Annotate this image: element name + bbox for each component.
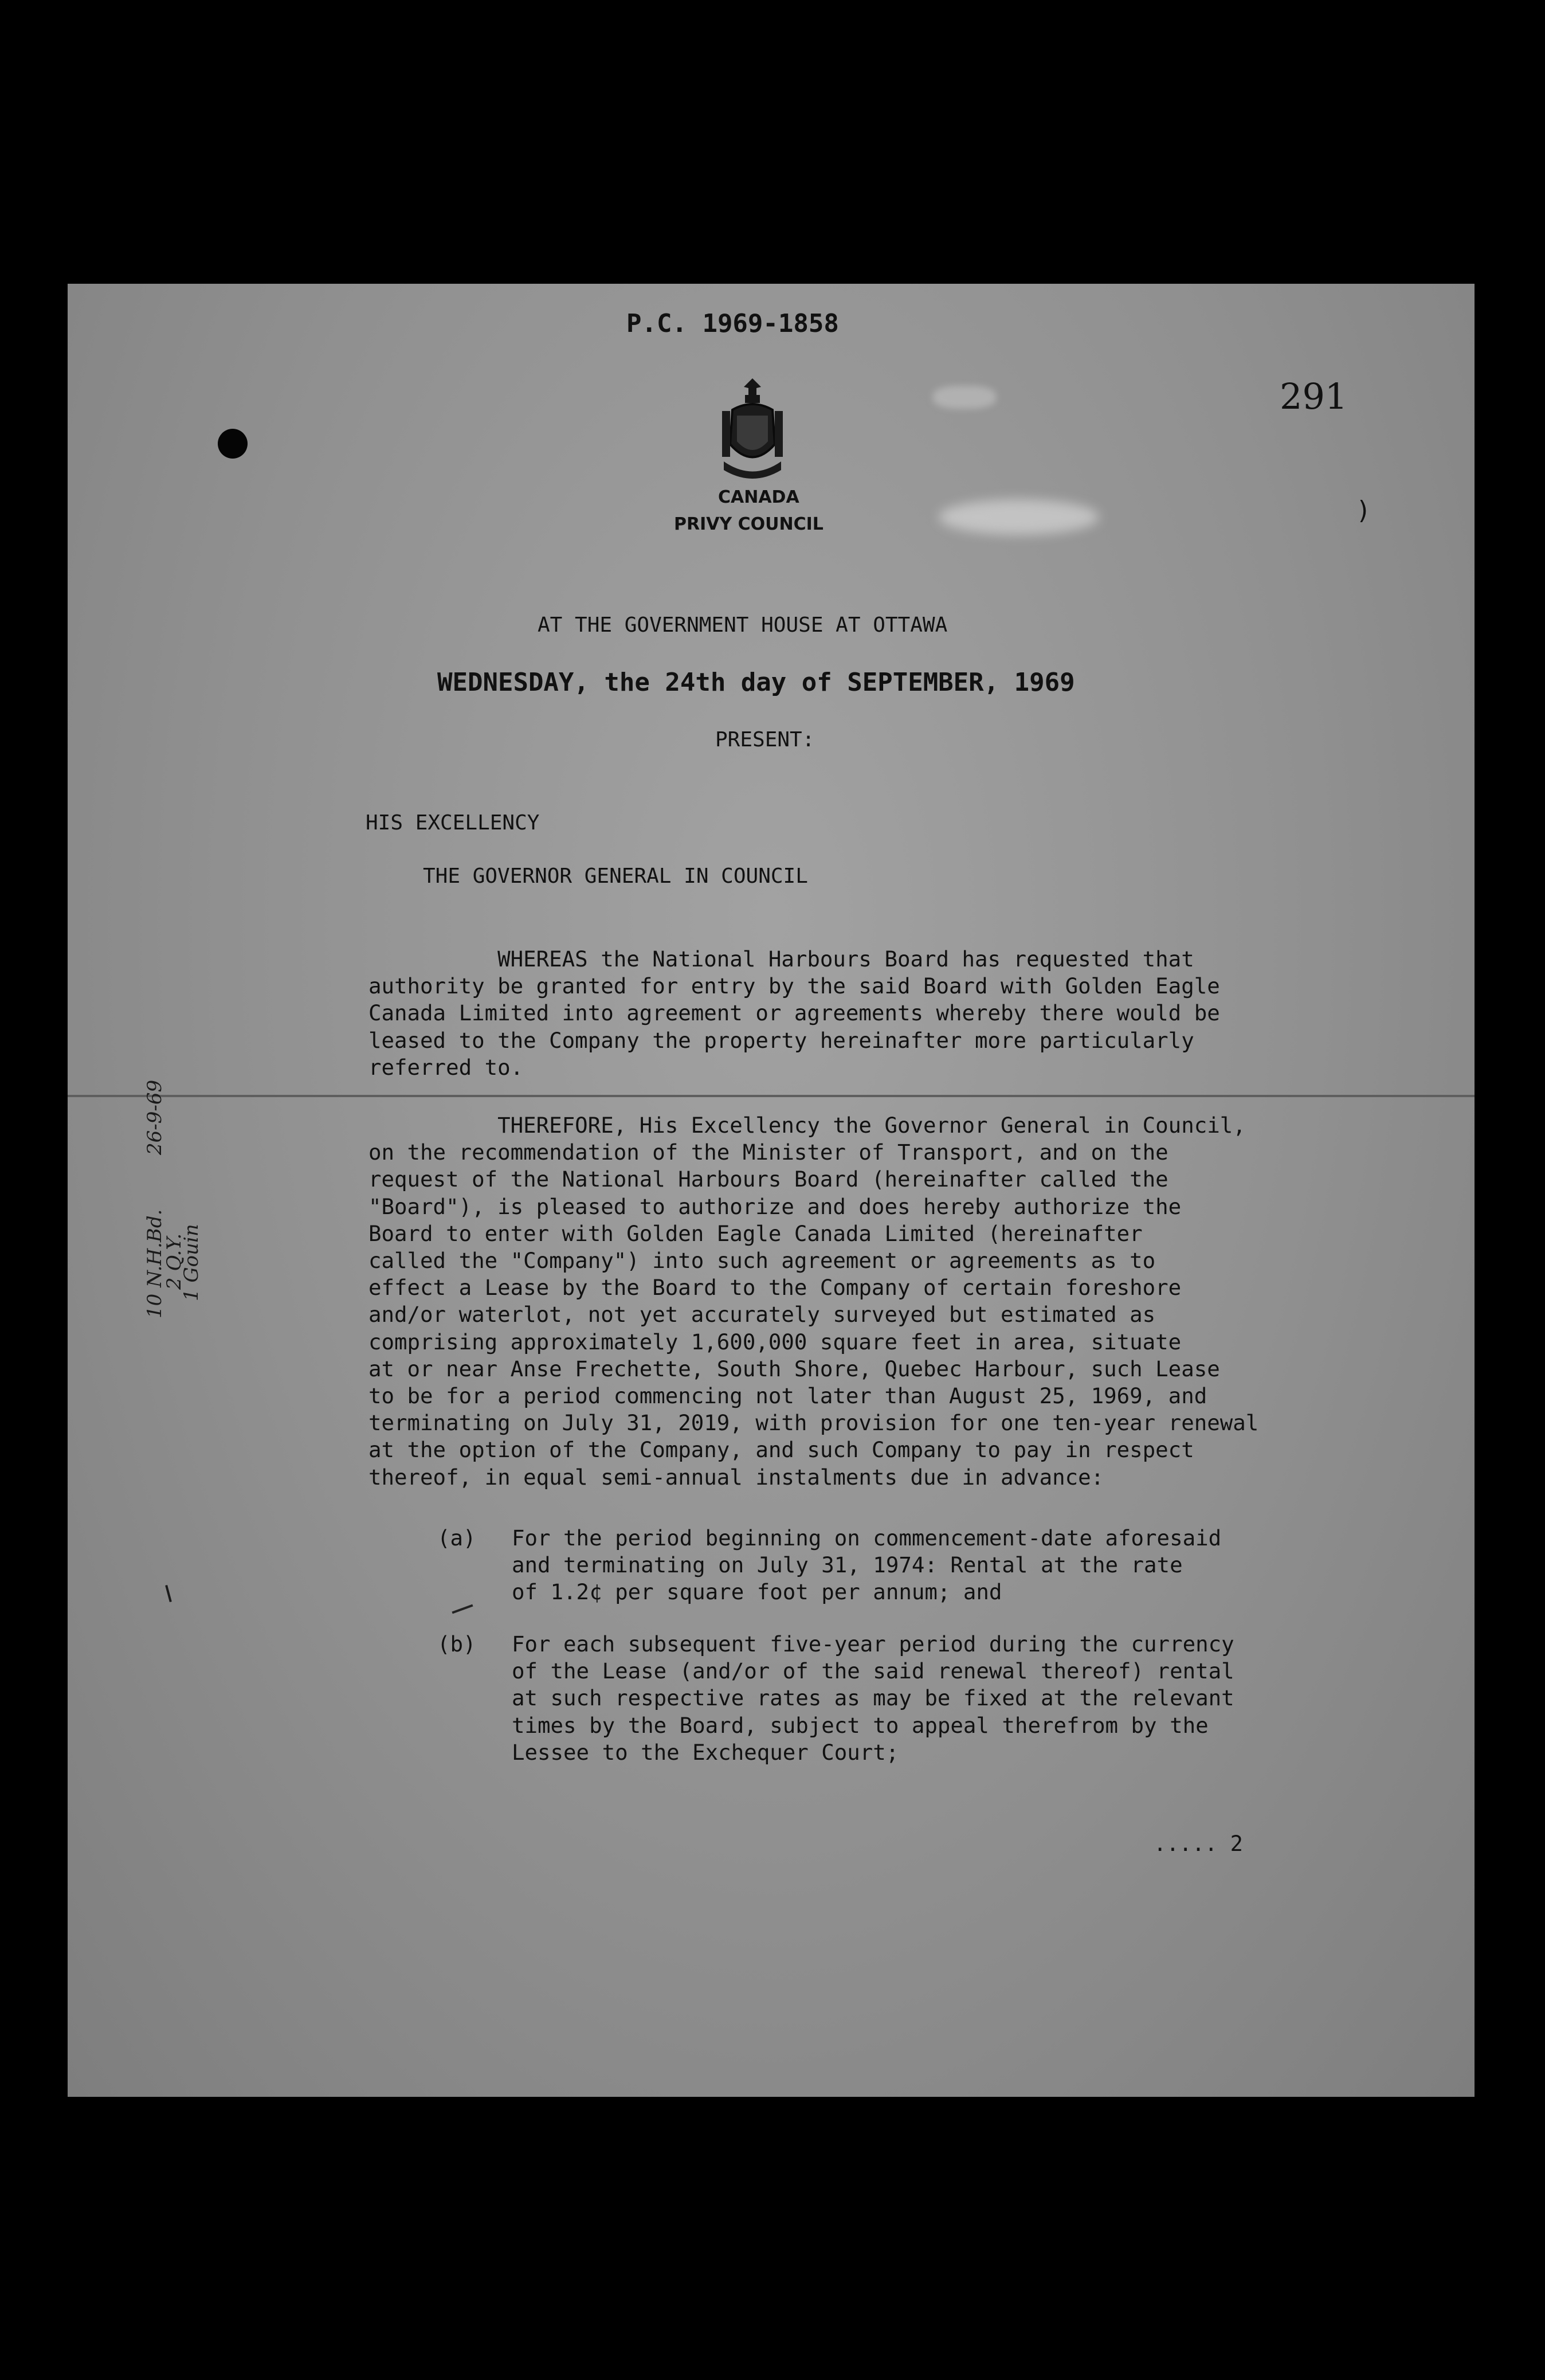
order-number: P.C. 1969-1858	[626, 309, 839, 338]
document-page	[68, 284, 1475, 2097]
meeting-date: WEDNESDAY, the 24th day of SEPTEMBER, 1969	[437, 668, 1075, 697]
therefore-paragraph: THEREFORE, His Excellency the Governor General in Council, on the recommendation of the Minister of Transport, and on the request of the National Harbours Board (hereinafter called the "Board"), is pleased to authorize and does hereby authorize the Board to enter with Golden Eagle Canada Limited (hereinafter called the "Company") into such agreement or agreements as to effect a Lease by the Board to the Company of certain foreshore and/or waterlot, not yet accurately surveyed but estimated as comprising approximately 1,600,000 square feet in area, situate at or near Anse Frechette, South Shore, Quebec Harbour, such Lease to be for a period commencing not later than August 25, 1969, and terminating on July 31, 2019, with provision for one ten-year renewal at the option of the Company, and such Company to pay in respect thereof, in equal semi-annual instalments due in advance:	[368, 1113, 1259, 1490]
meeting-place: AT THE GOVERNMENT HOUSE AT OTTAWA	[538, 613, 948, 637]
margin-mark: )	[1356, 496, 1371, 525]
stamp-smudge	[933, 386, 996, 409]
check-mark	[452, 1604, 473, 1614]
office-label: PRIVY COUNCIL	[674, 514, 824, 534]
canada-coat-of-arms-icon	[715, 375, 790, 487]
handwritten-note: 1 Gouin	[180, 1224, 203, 1301]
item-text: For the period beginning on commencement-date aforesaid and terminating on July 31, 1974: Rental at the rate of 1.2¢ per square foot per annum; and	[512, 1525, 1222, 1605]
address-line: THE GOVERNOR GENERAL IN COUNCIL	[423, 864, 808, 888]
page-stamp: 291	[1280, 375, 1348, 417]
address-line: HIS EXCELLENCY	[366, 811, 540, 835]
whereas-paragraph: WHEREAS the National Harbours Board has requested that authority be granted for entry by the said Board with Golden Eagle Canada Limited into agreement or agreements whereby there would be leased to the Company the property hereinafter more particularly referred to.	[368, 946, 1220, 1080]
punch-hole	[218, 429, 248, 459]
country-label: CANADA	[718, 487, 799, 507]
fold-line	[68, 1095, 1475, 1097]
margin-tick	[165, 1585, 172, 1602]
continuation-marker: ..... 2	[1154, 1831, 1243, 1856]
handwritten-note: 2 Q.Y.	[163, 1233, 186, 1290]
stamp-smudge	[939, 499, 1099, 535]
item-label: (b)	[437, 1631, 476, 1657]
item-label: (a)	[437, 1525, 476, 1551]
handwritten-note: 10 N.H.Bd.	[143, 1209, 166, 1318]
item-text: For each subsequent five-year period during the currency of the Lease (and/or of the said renewal thereof) rental at such respective rates as may be fixed at the relevant times by the Board, subject to appeal therefrom by the Lessee to the Exchequer Court;	[512, 1631, 1234, 1765]
handwritten-date: 26-9-69	[143, 1079, 166, 1155]
present-heading: PRESENT:	[715, 728, 815, 751]
